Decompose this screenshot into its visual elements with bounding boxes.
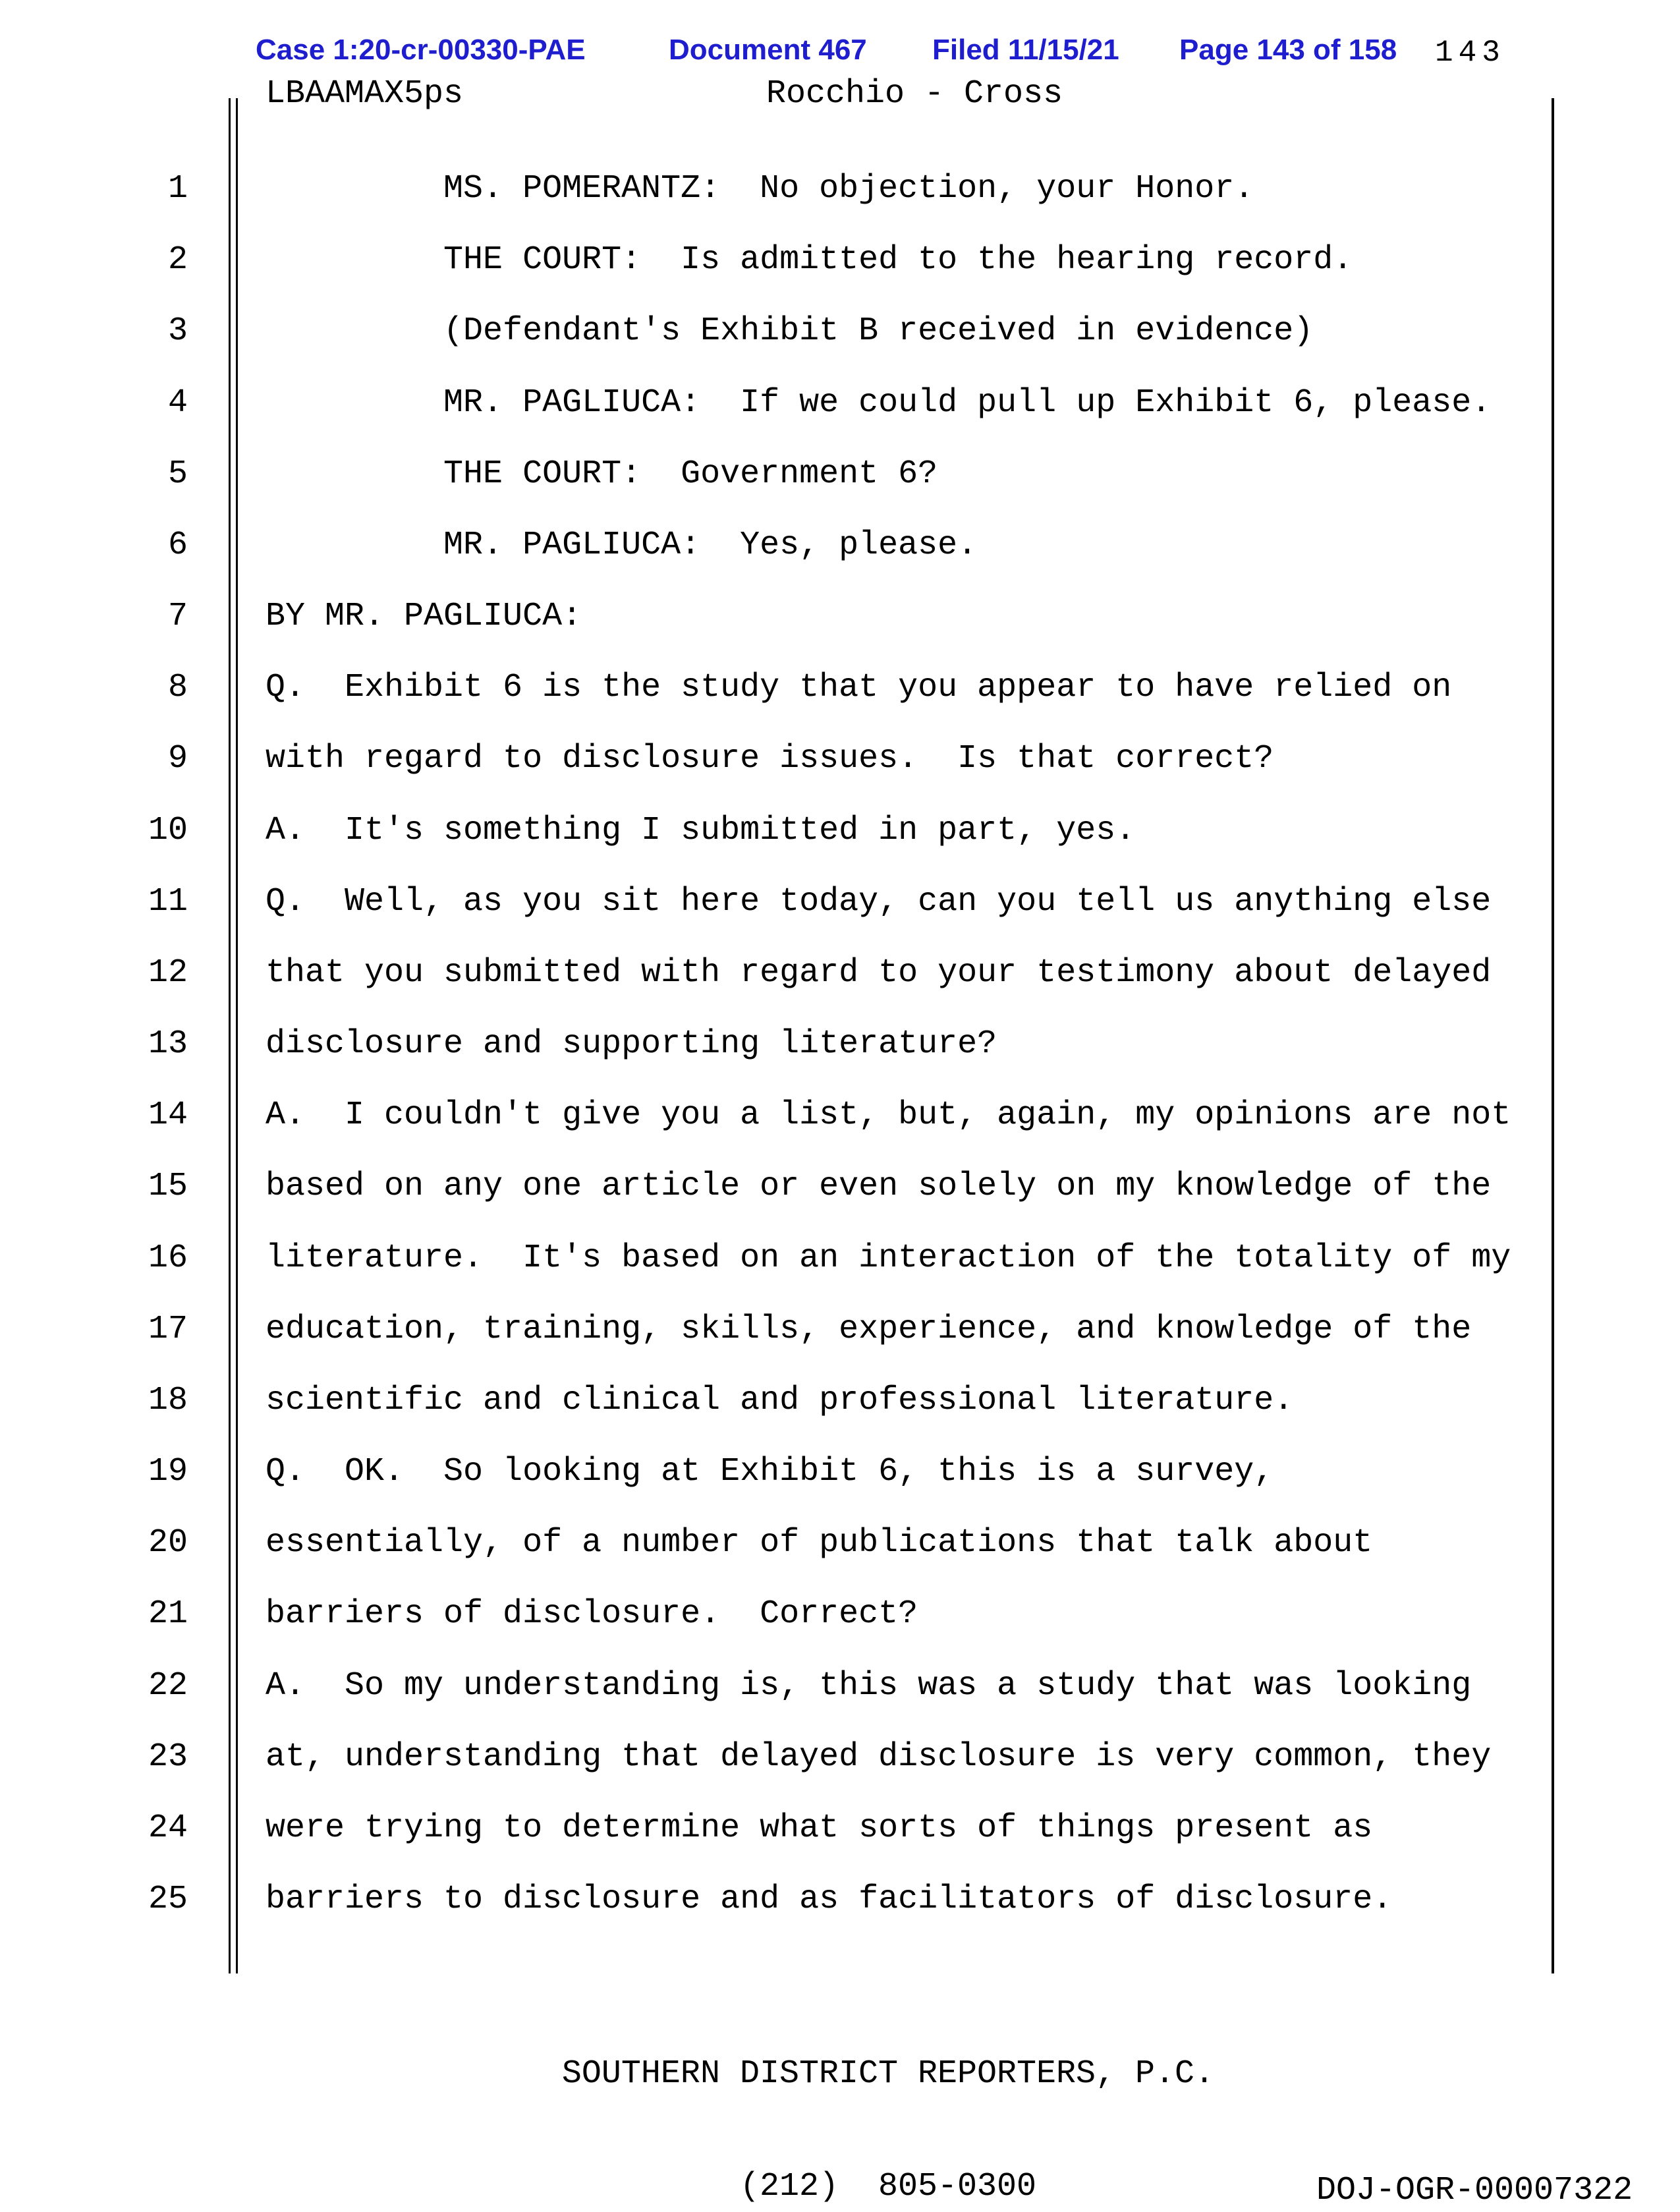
transcript-line	[0, 581, 1680, 653]
line-number: 11	[148, 882, 188, 921]
line-text: barriers of disclosure. Correct?	[266, 1595, 918, 1633]
transcript-line	[0, 1579, 1680, 1651]
line-number: 23	[148, 1738, 188, 1776]
transcript-line	[0, 439, 1680, 511]
line-number: 22	[148, 1666, 188, 1705]
line-text: at, understanding that delayed disclosure is very common, they	[266, 1738, 1492, 1776]
transcript-line	[0, 938, 1680, 1009]
reporter-name: SOUTHERN DISTRICT REPORTERS, P.C.	[561, 2055, 1215, 2093]
line-number: 8	[167, 669, 188, 707]
line-number: 20	[148, 1524, 188, 1562]
transcript-line	[0, 1365, 1680, 1437]
line-text: were trying to determine what sorts of things present as	[266, 1809, 1373, 1847]
line-text: Q. OK. So looking at Exhibit 6, this is a survey,	[266, 1453, 1274, 1491]
line-text: THE COURT: Is admitted to the hearing record.	[266, 241, 1353, 279]
line-text: MR. PAGLIUCA: If we could pull up Exhibit 6, please.	[266, 383, 1492, 422]
line-number: 24	[148, 1809, 188, 1847]
stamp-page-of: Page 143 of 158	[1179, 34, 1397, 66]
examination-title: Rocchio - Cross	[766, 75, 1063, 113]
line-text: A. It's something I submitted in part, yes.	[266, 811, 1136, 849]
line-number: 15	[148, 1168, 188, 1206]
page-number: 143	[1435, 36, 1505, 70]
stamp-filed-date: Filed 11/15/21	[932, 34, 1119, 66]
transcript-line	[0, 1294, 1680, 1366]
line-text: THE COURT: Government 6?	[266, 455, 938, 493]
transcript-line	[0, 296, 1680, 368]
line-number: 5	[167, 455, 188, 493]
line-number: 16	[148, 1239, 188, 1277]
line-text: (Defendant's Exhibit B received in evidence)	[266, 312, 1314, 351]
transcript-line	[0, 1508, 1680, 1579]
transcript-line	[0, 1793, 1680, 1865]
transcript-line	[0, 1080, 1680, 1152]
stamp-case-number: Case 1:20-cr-00330-PAE	[256, 34, 586, 66]
line-number: 10	[148, 811, 188, 849]
line-text: A. I couldn't give you a list, but, again, my opinions are not	[266, 1096, 1511, 1135]
line-text: Q. Exhibit 6 is the study that you appear to have relied on	[266, 669, 1452, 707]
transcript-line	[0, 225, 1680, 297]
line-number: 6	[167, 526, 188, 564]
line-text: literature. It's based on an interaction of the totality of my	[266, 1239, 1511, 1277]
reporter-phone: (212) 805-0300	[739, 2168, 1037, 2205]
line-text: scientific and clinical and professional literature.	[266, 1381, 1294, 1419]
stamp-document: Document 467	[669, 34, 867, 66]
transcript-line	[0, 795, 1680, 867]
transcript-line	[0, 1651, 1680, 1722]
line-text: disclosure and supporting literature?	[266, 1025, 997, 1063]
line-number: 1	[167, 170, 188, 208]
transcript-line	[0, 368, 1680, 440]
transcript-line	[0, 1722, 1680, 1794]
line-text: Q. Well, as you sit here today, can you tell us anything else	[266, 882, 1492, 921]
line-number: 12	[148, 953, 188, 992]
transcript-line	[0, 1151, 1680, 1223]
line-number: 2	[167, 241, 188, 279]
line-text: that you submitted with regard to your testimony about delayed	[266, 953, 1492, 992]
transcript-line	[0, 1009, 1680, 1081]
line-number: 25	[148, 1881, 188, 1919]
line-number: 21	[148, 1595, 188, 1633]
line-text: with regard to disclosure issues. Is that correct?	[266, 740, 1274, 778]
transcript-line	[0, 652, 1680, 724]
session-id: LBAAMAX5ps	[266, 75, 464, 113]
line-number: 13	[148, 1025, 188, 1063]
line-number: 4	[167, 383, 188, 422]
transcript-line	[0, 510, 1680, 582]
line-number: 3	[167, 312, 188, 351]
line-number: 17	[148, 1310, 188, 1348]
line-text: barriers to disclosure and as facilitators of disclosure.	[266, 1881, 1393, 1919]
line-text: education, training, skills, experience, and knowledge of the	[266, 1310, 1472, 1348]
line-text: based on any one article or even solely on my knowledge of the	[266, 1168, 1492, 1206]
line-text: MS. POMERANTZ: No objection, your Honor.	[266, 170, 1254, 208]
transcript-line	[0, 154, 1680, 225]
transcript-line	[0, 1223, 1680, 1295]
transcript-line	[0, 1436, 1680, 1508]
line-number: 18	[148, 1381, 188, 1419]
line-text: MR. PAGLIUCA: Yes, please.	[266, 526, 978, 564]
line-text: BY MR. PAGLIUCA:	[266, 598, 582, 636]
line-text: A. So my understanding is, this was a study that was looking	[266, 1666, 1472, 1705]
line-number: 19	[148, 1453, 188, 1491]
line-number: 7	[167, 598, 188, 636]
bates-number: DOJ-OGR-00007322	[1316, 2172, 1633, 2209]
line-number: 14	[148, 1096, 188, 1135]
line-text: essentially, of a number of publications that talk about	[266, 1524, 1373, 1562]
transcript-line	[0, 723, 1680, 795]
line-number: 9	[167, 740, 188, 778]
transcript-line	[0, 866, 1680, 938]
transcript-line	[0, 1864, 1680, 1936]
